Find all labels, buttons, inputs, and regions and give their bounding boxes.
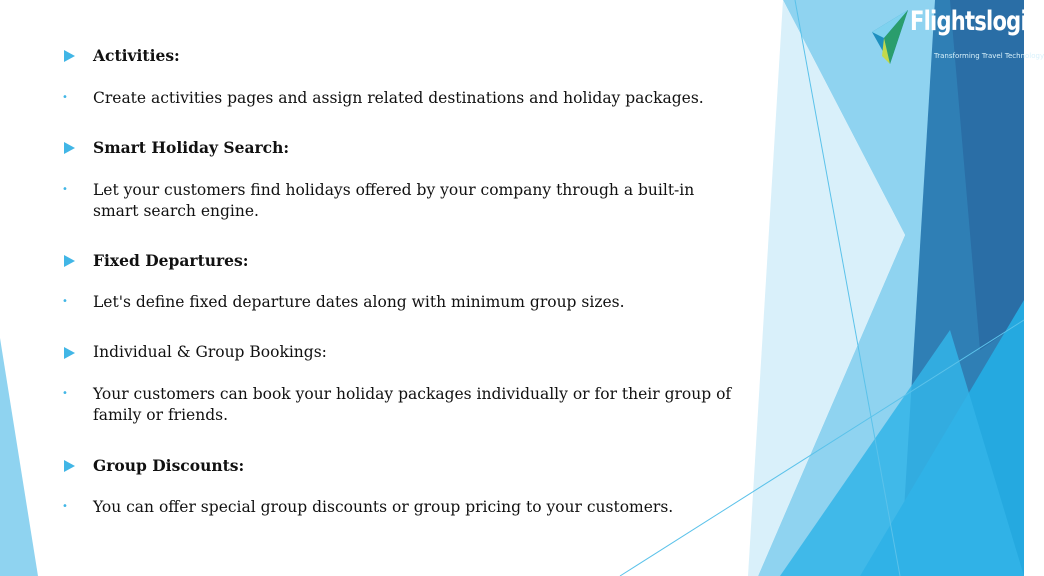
section-text: You can offer special group discounts or group pricing to your customers.	[93, 498, 674, 516]
section-text: Your customers can book your holiday packages individually or for their group of family or friends.	[93, 385, 732, 424]
section-text: Let your customers find holidays offered by your company through a built-in smart search engine.	[93, 181, 695, 220]
section-text: Create activities pages and assign related destinations and holiday packages.	[93, 89, 704, 107]
section-heading: Group Discounts:	[93, 456, 245, 475]
brand-logo	[870, 6, 1044, 66]
paper-plane-icon	[870, 8, 910, 64]
section-heading: Smart Holiday Search:	[93, 138, 290, 157]
dot-bullet-icon: •	[62, 388, 68, 399]
triangle-bullet-icon	[64, 460, 75, 472]
section-heading: Individual & Group Bookings:	[93, 343, 327, 361]
section-heading: Fixed Departures:	[93, 251, 249, 270]
section-heading: Activities:	[93, 46, 180, 65]
triangle-bullet-icon	[64, 347, 75, 359]
triangle-bullet-icon	[64, 50, 75, 62]
dot-bullet-icon: •	[62, 501, 68, 512]
dot-bullet-icon: •	[62, 92, 68, 103]
triangle-bullet-icon	[64, 255, 75, 267]
logo-name: Flightslogic	[910, 6, 1039, 37]
section-text: Let's define fixed departure dates along with minimum group sizes.	[93, 293, 625, 311]
triangle-bullet-icon	[64, 142, 75, 154]
dot-bullet-icon: •	[62, 184, 68, 195]
dot-bullet-icon: •	[62, 296, 68, 307]
logo-tagline: Transforming Travel Technology	[934, 52, 1044, 60]
